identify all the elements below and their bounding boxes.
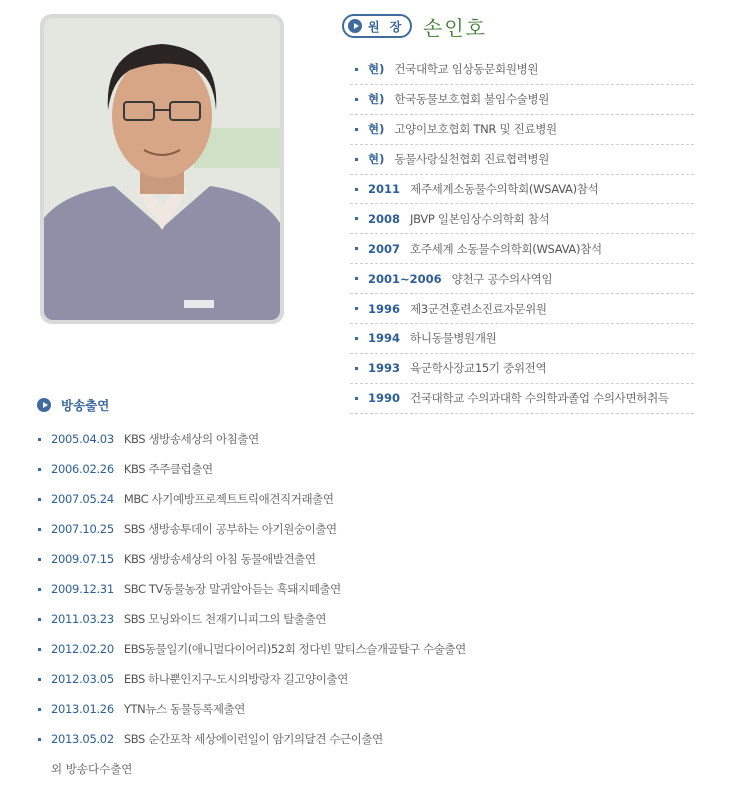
list-item [36,694,496,724]
career-year: 1993 [368,361,401,376]
career-text: 건국대학교 임상동문회원병원 [394,62,539,77]
broadcast-date: 2006.02.26 [51,462,114,476]
bullet-icon [355,217,358,220]
bullet-icon [38,738,41,741]
list-item [350,384,694,414]
broadcast-date: 2012.02.20 [51,642,114,656]
bullet-icon [38,528,41,531]
career-year: 현) [368,122,385,137]
career-list [350,55,694,414]
bullet-icon [38,678,41,681]
broadcast-text: KBS 주주클럽출연 [123,462,213,476]
list-item [36,514,496,544]
career-year: 1990 [368,391,401,406]
bullet-icon [355,158,358,161]
career-year: 현) [368,152,385,167]
career-year: 1996 [368,301,401,316]
career-text: 육군학사장교15기 중위전역 [410,361,547,376]
broadcast-section-header [37,396,109,414]
profile-photo-frame [40,14,284,324]
list-item [350,204,694,234]
bullet-icon [355,188,358,191]
broadcast-list [36,424,496,754]
career-text: 동물사랑실천협회 진료협력병원 [394,152,550,167]
bullet-icon [355,68,358,71]
list-item [36,604,496,634]
list-item [350,55,694,85]
bullet-icon [355,307,358,310]
bullet-icon [38,618,41,621]
bullet-icon [355,98,358,101]
bullet-icon [38,708,41,711]
broadcast-text: YTN뉴스 동물등록제출연 [123,702,245,716]
list-item [36,634,496,664]
broadcast-text: MBC 사기예방프로젝트트릭애견직거래출연 [123,492,334,506]
list-item [36,454,496,484]
bullet-icon [38,498,41,501]
person-name: 손인호 [423,16,487,40]
broadcast-date: 2009.12.31 [51,582,114,596]
career-text: 호주세계 소동물수의학회(WSAVA)참석 [410,241,602,256]
career-year: 현) [368,92,385,107]
doctor-portrait [44,18,280,320]
list-item [350,145,694,175]
career-year: 1994 [368,331,401,346]
broadcast-date: 2011.03.23 [51,612,114,626]
broadcast-text: SBS 모닝와이드 천재기니피그의 탈출출연 [123,612,327,626]
broadcast-text: KBS 생방송세상의 아침 동물애발견출연 [123,552,316,566]
broadcast-date: 2013.01.26 [51,702,114,716]
play-circle-icon [348,19,362,33]
list-item [350,85,694,115]
list-item [350,264,694,294]
career-year: 현) [368,62,385,77]
bullet-icon [38,558,41,561]
list-item [350,234,694,264]
list-item [36,484,496,514]
broadcast-text: SBS 순간포착 세상에이런일이 암기의달견 수근이출연 [123,732,383,746]
career-text: 제주세계소동물수의학회(WSAVA)참석 [410,182,599,196]
list-item [350,324,694,354]
bullet-icon [38,588,41,591]
bullet-icon [355,367,358,370]
career-text: 제3군견훈련소진료자문위원 [410,301,547,316]
career-text: 건국대학교 수의과대학 수의학과졸업 수의사면허취득 [410,391,669,406]
broadcast-text: SBC TV동물농장 말귀알아듣는 흑돼지떼출연 [123,582,341,596]
career-year: 2007 [368,241,401,256]
section-title: 방송출연 [61,398,110,413]
list-item [36,724,496,754]
career-text: 하니동물병원개원 [410,331,497,346]
career-text: 한국동물보호협회 불임수술병원 [394,92,550,107]
play-circle-icon [37,398,51,412]
bullet-icon [355,397,358,400]
bullet-icon [38,438,41,441]
broadcast-text: SBS 생방송투데이 공부하는 아기원숭이출연 [123,522,337,536]
role-badge [342,14,412,38]
list-item [36,544,496,574]
bullet-icon [38,648,41,651]
career-year: 2011 [368,182,401,196]
bullet-icon [38,468,41,471]
broadcast-footer-note: 외 방송다수출연 [51,762,133,776]
profile-photo [44,18,280,320]
bullet-icon [355,247,358,250]
list-item [350,294,694,324]
career-text: 양천구 공수의사역임 [451,271,553,286]
career-text: JBVP 일본임상수의학회 참석 [410,211,550,226]
list-item [36,574,496,604]
bullet-icon [355,337,358,340]
broadcast-date: 2007.10.25 [51,522,114,536]
broadcast-date: 2012.03.05 [51,672,114,686]
list-item [350,354,694,384]
career-year: 2008 [368,211,401,226]
list-item [350,115,694,145]
list-item [36,664,496,694]
list-item [36,424,496,454]
career-text: 고양이보호협회 TNR 및 진료병원 [394,122,557,137]
broadcast-text: EBS동물일기(애니멀다이어리)52회 정다빈 말티스슬개골탈구 수술출연 [123,642,466,656]
broadcast-date: 2005.04.03 [51,432,114,446]
role-label: 원 장 [368,19,405,34]
broadcast-text: KBS 생방송세상의 아침출연 [123,432,259,446]
bullet-icon [355,277,358,280]
list-item [350,175,694,205]
broadcast-date: 2007.05.24 [51,492,114,506]
career-year: 2001~2006 [368,271,442,286]
broadcast-text: EBS 하나뿐인지구-도시의방랑자 길고양이출연 [123,672,348,686]
broadcast-date: 2013.05.02 [51,732,114,746]
broadcast-date: 2009.07.15 [51,552,114,566]
bullet-icon [355,128,358,131]
